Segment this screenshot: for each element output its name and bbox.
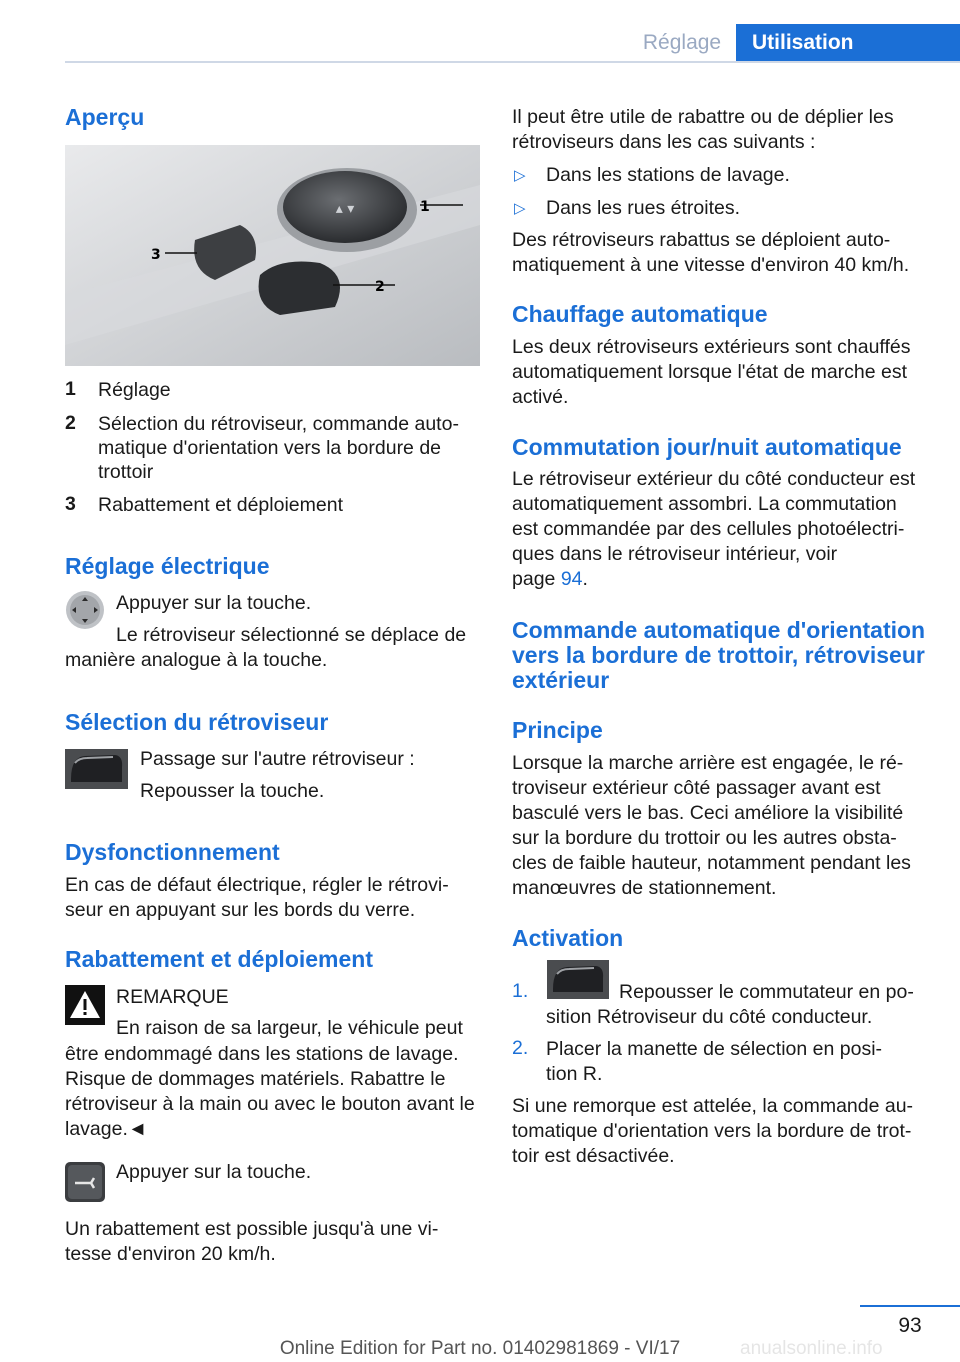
page-ref-prefix: page <box>512 568 561 590</box>
bullet-item-1: Dans les stations de lavage. <box>546 164 790 186</box>
commutation-l3: est commandée par des cellules photoélectri- <box>512 518 905 540</box>
principe-l3: basculé vers le bas. Ceci améliore la visibilité <box>512 802 904 824</box>
step2-l2: tion R. <box>546 1063 603 1085</box>
heading-dysfonctionnement: Dysfonctionnement <box>65 839 280 865</box>
reglage-l3: manière analogue à la touche. <box>65 649 328 671</box>
header-tab-reglage[interactable]: Réglage <box>642 31 722 54</box>
principe-l1: Lorsque la marche arrière est engagée, le ré- <box>512 752 904 774</box>
selection-l1: Passage sur l'autre rétroviseur : <box>140 748 415 770</box>
chauffage-l2: automatiquement lorsque l'état de marche est <box>512 361 908 383</box>
remarque-label: REMARQUE <box>116 986 229 1008</box>
heading-commande-l1: Commande automatique d'orientation <box>512 617 926 643</box>
chauffage-l1: Les deux rétroviseurs extérieurs sont chauffés <box>512 336 911 358</box>
callout-3: 3 <box>151 247 161 263</box>
dysfonctionnement-l1: En cas de défaut électrique, régler le rétrovi- <box>65 874 449 896</box>
header-tab-utilisation[interactable]: Utilisation <box>736 24 960 62</box>
warning-l2: être endommagé dans les stations de lavage. <box>65 1043 459 1065</box>
step-num-1: 1. <box>512 980 529 1002</box>
commutation-l2: automatiquement assombri. La commutation <box>512 493 897 515</box>
intro-l1: Il peut être utile de rabattre ou de déplier les <box>512 106 894 128</box>
mirror-controls-photo <box>65 145 480 366</box>
principe-l5: cles de faible hauteur, notamment pendant les <box>512 852 911 874</box>
commutation-l5 <box>512 567 588 592</box>
mirror-adjust-button-icon <box>65 590 105 630</box>
bullet-item-2: Dans les rues étroites. <box>546 197 741 219</box>
warning-icon <box>65 985 105 1025</box>
reglage-l1: Appuyer sur la touche. <box>116 592 312 614</box>
item-num-3: 3 <box>65 493 76 515</box>
rabattement-press: Appuyer sur la touche. <box>116 1161 312 1183</box>
rabattement-e1: Un rabattement est possible jusqu'à une vi- <box>65 1218 439 1240</box>
selection-l2: Repousser la touche. <box>140 780 325 802</box>
heading-principe: Principe <box>512 717 603 743</box>
remorque-l2: tomatique d'orientation vers la bordure de trot- <box>512 1120 912 1142</box>
mirror-selector-switch-icon <box>65 749 128 789</box>
rabattement-e2: tesse d'environ 20 km/h. <box>65 1243 276 1265</box>
fold-mirror-button-icon <box>65 1162 105 1202</box>
footer-rule <box>860 1305 960 1307</box>
step1-l2: sition Rétroviseur du côté conducteur. <box>546 1006 873 1028</box>
callout-2: 2 <box>375 279 385 295</box>
warning-l4: rétroviseur à la main ou avec le bouton avant le <box>65 1093 475 1115</box>
remorque-l1: Si une remorque est attelée, la commande au- <box>512 1095 914 1117</box>
principe-l2: troviseur extérieur côté passager avant est <box>512 777 881 799</box>
heading-activation: Activation <box>512 925 624 951</box>
heading-rabattement: Rabattement et déploiement <box>65 946 373 972</box>
bullet-marker: ▷ <box>514 200 526 217</box>
heading-commande-l3: extérieur <box>512 667 610 693</box>
item-text-2c: trottoir <box>98 461 154 483</box>
item-num-1: 1 <box>65 378 76 400</box>
heading-selection: Sélection du rétroviseur <box>65 709 329 735</box>
reglage-l2: Le rétroviseur sélectionné se déplace de <box>116 624 467 646</box>
dysfonctionnement-l2: seur en appuyant sur les bords du verre. <box>65 899 416 921</box>
item-text-2b: matique d'orientation vers la bordure de <box>98 437 442 459</box>
chauffage-l3: activé. <box>512 386 569 408</box>
heading-reglage-electrique: Réglage électrique <box>65 553 270 579</box>
commutation-l4: ques dans le rétroviseur intérieur, voir <box>512 543 838 565</box>
step1-l1: Repousser le commutateur en po- <box>619 981 914 1003</box>
commutation-l1: Le rétroviseur extérieur du côté conducteur est <box>512 468 916 490</box>
item-text-3: Rabattement et déploiement <box>98 494 343 516</box>
heading-commutation: Commutation jour/nuit automatique <box>512 434 902 460</box>
step2-l1: Placer la manette de sélection en posi- <box>546 1038 883 1060</box>
item-text-1: Réglage <box>98 379 171 401</box>
heading-chauffage: Chauffage automatique <box>512 301 768 327</box>
item-text-2a: Sélection du rétroviseur, commande auto- <box>98 413 459 435</box>
warning-l5: lavage.◄ <box>65 1118 148 1140</box>
footer-edition: Online Edition for Part no. 01402981869 - VI/17 <box>279 1338 681 1359</box>
intro-l2: rétroviseurs dans les cas suivants : <box>512 131 816 153</box>
page-ref-link[interactable]: 94 <box>560 568 583 590</box>
deploy-l2: matiquement à une vitesse d'environ 40 km/h. <box>512 254 910 276</box>
principe-l4: sur la bordure du trottoir ou les autres obsta- <box>512 827 897 849</box>
page-ref-suffix: . <box>582 568 588 590</box>
principe-l6: manœuvres de stationnement. <box>512 877 777 899</box>
bullet-marker: ▷ <box>514 167 526 184</box>
header-rule <box>65 61 960 63</box>
heading-apercu: Aperçu <box>65 104 145 130</box>
step-num-2: 2. <box>512 1037 529 1059</box>
deploy-l1: Des rétroviseurs rabattus se déploient auto- <box>512 229 891 251</box>
mirror-switch-icon <box>547 960 609 999</box>
page-number: 93 <box>898 1314 922 1337</box>
warning-l1: En raison de sa largeur, le véhicule peut <box>116 1017 463 1039</box>
item-num-2: 2 <box>65 412 76 434</box>
remorque-l3: toir est désactivée. <box>512 1145 675 1167</box>
svg-text:▴ ▾: ▴ ▾ <box>335 201 355 217</box>
watermark: anualsonline.info <box>740 1338 883 1359</box>
callout-1: 1 <box>420 199 430 215</box>
heading-commande-l2: vers la bordure de trottoir, rétroviseur <box>512 642 925 668</box>
warning-l3: Risque de dommages matériels. Rabattre le <box>65 1068 446 1090</box>
